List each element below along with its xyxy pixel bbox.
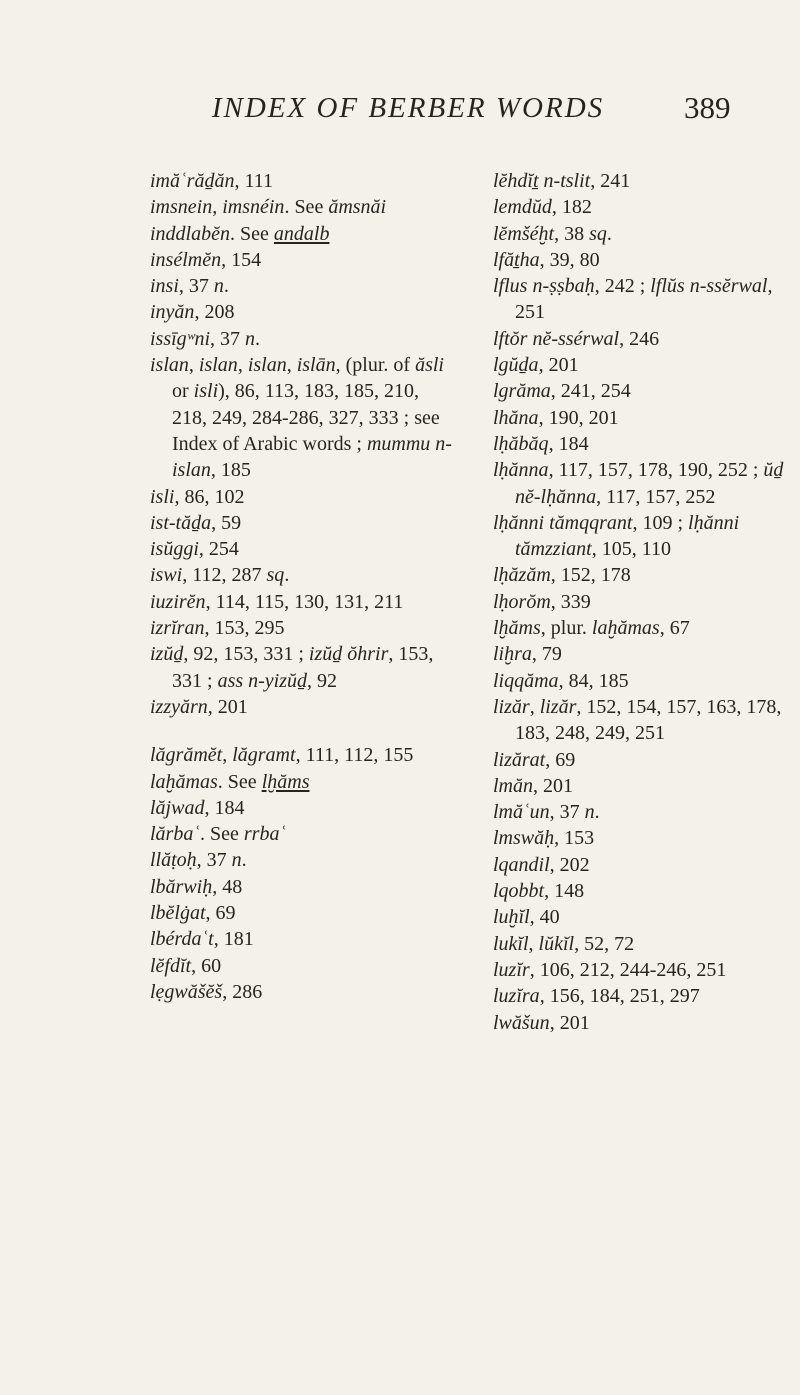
- index-entry: [493, 1010, 799, 1036]
- berber-word: andalb: [273, 222, 330, 245]
- page-references: , 37: [178, 275, 214, 298]
- index-entry: [150, 847, 456, 873]
- index-entry: [493, 878, 799, 904]
- berber-word: lbérdaʿt: [150, 928, 214, 951]
- berber-word: lăjwad: [150, 796, 205, 819]
- page-references: , 242 ;: [594, 275, 651, 298]
- berber-word: lqobbt: [493, 880, 545, 903]
- page-references: , 52, 72: [574, 932, 635, 955]
- index-entry: [150, 900, 456, 926]
- index-entry: [150, 562, 456, 588]
- berber-word: lḥănni tămqqrant: [493, 511, 633, 534]
- berber-word: izzyărn: [150, 695, 208, 718]
- berber-word: n: [213, 275, 224, 298]
- index-entry: [150, 953, 456, 979]
- berber-word: n: [584, 801, 595, 824]
- page-references: .: [241, 849, 247, 872]
- index-entry: [493, 194, 799, 220]
- page-references: . See: [230, 222, 274, 245]
- page-references: , 251: [515, 275, 773, 324]
- index-entry: [493, 405, 799, 431]
- index-entry: [493, 825, 799, 851]
- berber-word: lmăʿun: [493, 801, 550, 824]
- page-references: , 59: [211, 511, 242, 534]
- index-entry: [150, 326, 456, 352]
- berber-word: lflus n-ṣṣbaḥ: [493, 275, 595, 298]
- page-references: , 152, 178: [550, 564, 631, 587]
- page-references: , 86, 102: [174, 485, 245, 508]
- berber-word: lqandil: [493, 853, 550, 876]
- index-entry: [150, 168, 456, 194]
- index-entry: [493, 221, 799, 247]
- berber-word: lḫăms: [261, 770, 310, 793]
- berber-word: lbărwiḥ: [150, 875, 213, 898]
- index-entry: [150, 742, 456, 768]
- index-entry: [150, 352, 456, 483]
- berber-word: lgŭḏa: [493, 354, 539, 377]
- page-references: , 37: [549, 801, 585, 824]
- berber-word: izrĭran: [150, 617, 205, 640]
- page-references: , 254: [198, 538, 239, 561]
- page-references: , 184: [204, 796, 245, 819]
- berber-word: lfăṯha: [493, 248, 540, 271]
- index-entry: [493, 694, 799, 747]
- index-entry: [150, 694, 456, 720]
- page-references: , 114, 115, 130, 131, 211: [205, 590, 404, 613]
- page-references: . See: [200, 823, 244, 846]
- index-column-right: [493, 168, 799, 1036]
- berber-word: ăsli: [415, 354, 444, 377]
- berber-word: lḥăzăm: [493, 564, 551, 587]
- index-entry: [150, 769, 456, 795]
- page-references: , 84, 185: [558, 669, 629, 692]
- page-references: , 153, 295: [204, 617, 285, 640]
- page-references: ,: [222, 744, 233, 767]
- page-references: , 60: [191, 954, 222, 977]
- berber-word: ŭḏ nĕ-lḥănna: [515, 459, 784, 508]
- berber-word: ass n-yizŭḏ: [217, 669, 308, 692]
- page-references: , 201: [549, 1011, 590, 1034]
- page-references: , 190, 201: [538, 406, 619, 429]
- page-references: .: [606, 222, 612, 245]
- page-references: , 241: [590, 170, 631, 192]
- berber-word: islān: [296, 354, 336, 377]
- berber-word: lḥănni tămzziant: [515, 511, 740, 561]
- page-references: , 117, 157, 178, 190, 252 ;: [548, 459, 764, 482]
- index-column-left: [150, 168, 456, 1005]
- berber-word: sq: [589, 222, 607, 245]
- page-references: , 154: [221, 248, 262, 271]
- berber-word: lmăn: [493, 774, 533, 797]
- index-entry: [493, 352, 799, 378]
- page-references: ,: [286, 354, 297, 377]
- index-entry: [493, 273, 799, 326]
- page-references: , 201: [207, 695, 248, 718]
- page-references: , 105, 110: [591, 538, 671, 561]
- page-references: ,: [529, 695, 540, 718]
- page-references: .: [594, 801, 600, 824]
- index-entry: [150, 299, 456, 325]
- index-entry: [493, 378, 799, 404]
- berber-word: issīgʷni: [150, 327, 211, 350]
- page-references: ,: [188, 354, 199, 377]
- berber-word: lẹgwăšĕš: [150, 980, 223, 1003]
- page-references: , 156, 184, 251, 297: [539, 985, 700, 1008]
- berber-word: lḥorŏm: [493, 590, 551, 613]
- page-number: 389: [684, 90, 731, 125]
- page-references: , 117, 157, 252: [596, 485, 716, 508]
- berber-word: iuzirĕn: [150, 590, 206, 613]
- berber-word: izŭḏ: [150, 643, 184, 666]
- page-references: ,: [528, 932, 539, 955]
- page-references: , 37: [196, 849, 232, 872]
- berber-word: llăṭoḥ: [150, 849, 197, 872]
- page-references: , (plur. of: [335, 354, 416, 377]
- index-entry: [150, 589, 456, 615]
- berber-word: lhăna: [493, 406, 539, 429]
- berber-word: lḥănna: [493, 459, 549, 482]
- berber-word: liḫra: [493, 643, 532, 666]
- berber-word: insélmĕn: [150, 248, 222, 271]
- index-entry: [493, 457, 799, 510]
- berber-word: lăgrămĕt: [150, 744, 223, 767]
- page-references: , 148: [544, 880, 585, 903]
- index-entry: [493, 773, 799, 799]
- letter-section-gap: [150, 720, 456, 742]
- berber-word: lăgramt: [232, 744, 296, 767]
- berber-word: lflŭs n-ssĕrwal: [650, 275, 768, 298]
- page-references: .: [284, 564, 290, 587]
- index-entry: [493, 247, 799, 273]
- page-references: , 109 ;: [632, 511, 689, 534]
- page-references: , 246: [619, 327, 660, 350]
- page-references: .: [255, 327, 261, 350]
- page-references: ), 86, 113, 183, 185, 210, 218, 249, 284-286, 327, 333 ; see Index of Arabic words ;: [172, 380, 440, 455]
- page-references: , 67: [659, 617, 690, 640]
- berber-word: lizăr: [539, 695, 577, 718]
- berber-word: lḫăms: [493, 617, 541, 640]
- page-references: , 185: [210, 459, 251, 482]
- index-entry: [493, 852, 799, 878]
- page-references: , 48: [212, 875, 243, 898]
- berber-word: lĕmšéḫt: [493, 222, 555, 245]
- index-entry: [150, 795, 456, 821]
- berber-word: imsnein: [150, 196, 213, 219]
- page-references: , 201: [533, 774, 573, 797]
- page-references: . See: [284, 196, 329, 219]
- berber-word: lgrăma: [493, 380, 551, 403]
- page-references: , 38: [554, 222, 590, 245]
- page-references: , 111: [234, 170, 273, 192]
- page-references: , 106, 212, 244-246, 251: [529, 958, 727, 981]
- berber-word: lemdŭd: [493, 196, 552, 219]
- index-entry: [150, 821, 456, 847]
- page-references: .: [223, 275, 229, 298]
- berber-word: lmswăḥ: [493, 827, 555, 850]
- page-references: , 79: [531, 643, 562, 666]
- index-entry: [150, 615, 456, 641]
- page-references: , 181: [213, 928, 254, 951]
- berber-word: lftŏr nĕ-ssérwal: [493, 327, 620, 350]
- page-references: , 184: [548, 432, 589, 455]
- page-references: or: [172, 380, 194, 403]
- index-entry: [493, 931, 799, 957]
- berber-word: imsnéin: [222, 196, 285, 219]
- berber-word: rrbaʿ: [243, 823, 287, 846]
- berber-word: liqqăma: [493, 669, 559, 692]
- berber-word: lḥăbăq: [493, 432, 549, 455]
- index-entry: [493, 747, 799, 773]
- index-entry: [493, 799, 799, 825]
- berber-word: laḫămas: [150, 770, 218, 793]
- index-entry: [150, 194, 456, 220]
- berber-word: lĕhdĭṯ n-tslit: [493, 170, 591, 192]
- index-entry: [150, 247, 456, 273]
- index-entry: [493, 957, 799, 983]
- page-references: , plur.: [540, 617, 592, 640]
- index-entry: [150, 874, 456, 900]
- berber-word: isli: [193, 380, 219, 403]
- berber-word: lĕfdĭt: [150, 954, 192, 977]
- index-entry: [150, 979, 456, 1005]
- berber-word: lukĭl: [493, 932, 529, 955]
- berber-word: n: [231, 849, 242, 872]
- berber-word: inddlabĕn: [150, 222, 230, 245]
- page-references: , 208: [194, 301, 235, 324]
- page-references: ,: [237, 354, 248, 377]
- page-references: . See: [217, 770, 262, 793]
- berber-word: luzĭra: [493, 985, 540, 1008]
- index-entry: [493, 641, 799, 667]
- index-entry: [493, 615, 799, 641]
- berber-word: sq: [266, 564, 285, 587]
- index-entry: [493, 510, 799, 563]
- berber-word: isŭggi: [150, 538, 199, 561]
- index-entry: [150, 536, 456, 562]
- page-references: , 153, 331 ;: [172, 643, 434, 692]
- page-references: , 153: [554, 827, 595, 850]
- page-references: , 40: [529, 906, 560, 929]
- page-references: , 202: [549, 853, 590, 876]
- index-entry: [493, 589, 799, 615]
- berber-word: ămsnăi: [328, 196, 387, 219]
- page-references: ,: [212, 196, 223, 219]
- berber-word: luḫĭl: [493, 906, 530, 929]
- index-entry: [150, 641, 456, 694]
- index-entry: [150, 510, 456, 536]
- index-entry: [493, 168, 799, 194]
- berber-word: lbĕlġat: [150, 902, 206, 925]
- berber-word: inyăn: [150, 301, 195, 324]
- page-references: , 241, 254: [550, 380, 631, 403]
- berber-word: iswi: [150, 564, 183, 587]
- page-references: , 69: [205, 902, 236, 925]
- page-references: , 112, 287: [182, 564, 267, 587]
- page-references: , 201: [538, 354, 579, 377]
- berber-word: lizărat: [493, 748, 546, 771]
- berber-word: lŭkĭl: [538, 932, 575, 955]
- index-entry: [493, 326, 799, 352]
- berber-word: islan: [198, 354, 238, 377]
- berber-word: ist-tăḏa: [150, 511, 212, 534]
- page-references: , 92: [307, 669, 338, 692]
- page-references: , 152, 154, 157, 163, 178, 183, 248, 249, 251: [515, 695, 782, 745]
- page-references: , 69: [545, 748, 576, 771]
- berber-word: isli: [150, 485, 175, 508]
- page-references: , 37: [210, 327, 246, 350]
- berber-word: luzĭr: [493, 958, 530, 981]
- index-entry: [150, 221, 456, 247]
- index-entry: [493, 431, 799, 457]
- berber-word: lărbaʿ: [150, 823, 200, 846]
- berber-word: imăʿrăḏăn: [150, 170, 235, 192]
- index-entry: [493, 562, 799, 588]
- index-entry: [150, 484, 456, 510]
- index-entry: [493, 983, 799, 1009]
- page-references: , 182: [551, 196, 592, 219]
- berber-word: mummu n-islan: [172, 432, 452, 482]
- index-entry: [150, 926, 456, 952]
- running-header: INDEX OF BERBER WORDS: [211, 92, 605, 124]
- page-references: , 111, 112, 155: [295, 744, 414, 767]
- index-entry: [493, 668, 799, 694]
- berber-word: laḫămas: [591, 617, 660, 640]
- berber-word: islan: [247, 354, 287, 377]
- page-references: , 286: [222, 980, 263, 1003]
- berber-word: insi: [150, 275, 179, 298]
- berber-word: islan: [150, 354, 189, 377]
- index-entry: [493, 904, 799, 930]
- berber-word: lizăr: [493, 695, 530, 718]
- index-entry: [150, 273, 456, 299]
- page-references: , 39, 80: [539, 248, 600, 271]
- page-references: , 92, 153, 331 ;: [183, 643, 309, 666]
- berber-word: izŭḏ ŏhrir: [308, 643, 389, 666]
- berber-word: lwăšun: [493, 1011, 550, 1034]
- berber-word: n: [245, 327, 256, 350]
- page-references: , 339: [550, 590, 591, 613]
